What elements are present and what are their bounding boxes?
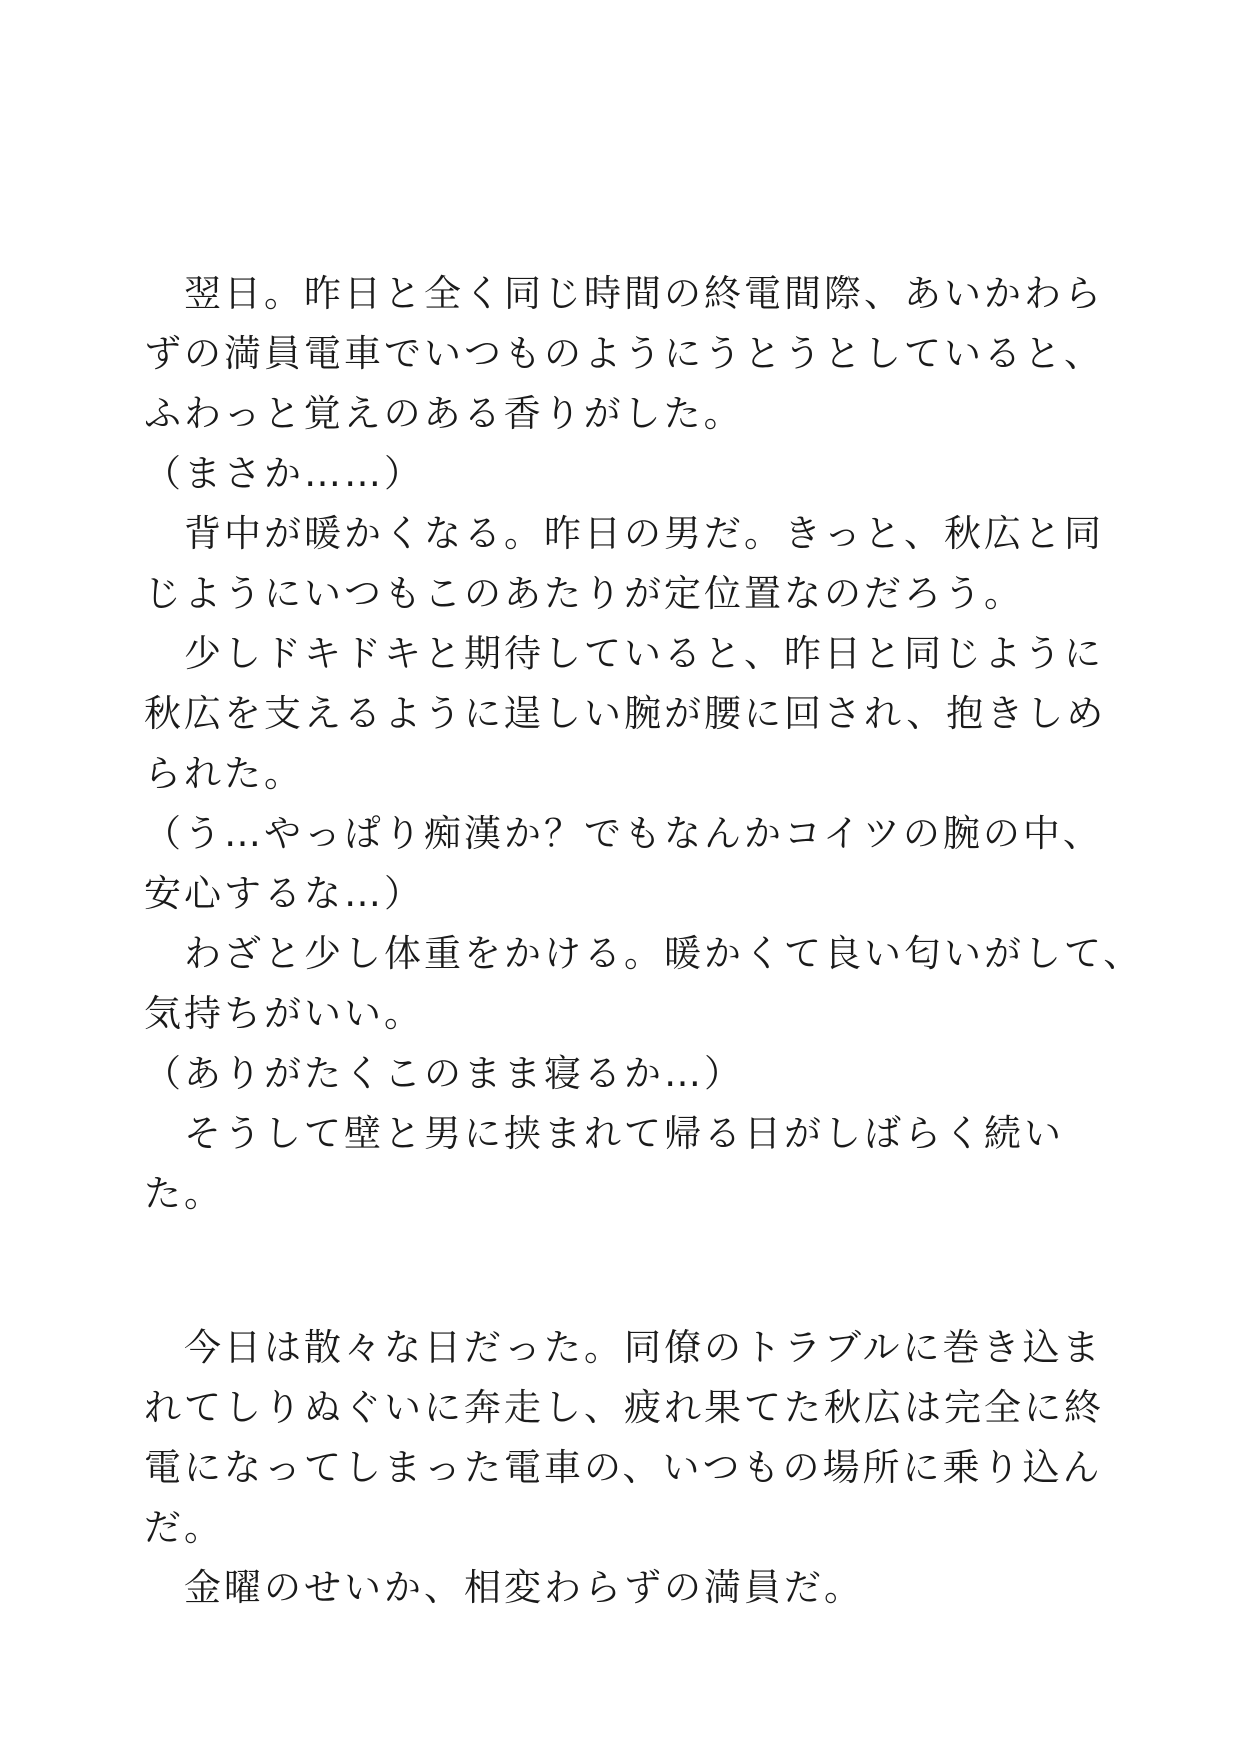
text-line: わざと少し体重をかける。暖かくて良い匂いがして、 — [144, 932, 1144, 975]
text-line: 少しドキドキと期待していると、昨日と同じように — [144, 632, 1104, 675]
text-line: れてしりぬぐいに奔走し、疲れ果てた秋広は完全に終 — [144, 1386, 1104, 1429]
text-line: 電になってしまった電車の、いつもの場所に乗り込ん — [144, 1446, 1103, 1489]
text-line: 安心するな…） — [144, 872, 424, 915]
text-line: ふわっと覚えのある香りがした。 — [144, 392, 744, 435]
text-line: られた。 — [144, 752, 304, 795]
text-line: ずの満員電車でいつものようにうとうとしていると、 — [144, 332, 1104, 375]
text-line: 今日は散々な日だった。同僚のトラブルに巻き込ま — [144, 1326, 1103, 1369]
text-section-2 — [144, 1318, 1104, 1618]
text-line: 背中が暖かくなる。昨日の男だ。きっと、秋広と同 — [144, 512, 1104, 555]
text-line: （ありがたくこのまま寝るか…） — [144, 1052, 744, 1095]
text-line: 気持ちがいい。 — [144, 992, 424, 1035]
text-line: た。 — [144, 1172, 224, 1215]
text-line: （まさか……） — [144, 452, 424, 495]
text-line: （う…やっぱり痴漢か？でもなんかコイツの腕の中、 — [144, 812, 1103, 855]
text-section-1 — [144, 264, 1144, 1224]
text-line: じようにいつもこのあたりが定位置なのだろう。 — [144, 572, 1024, 615]
text-line: 翌日。昨日と全く同じ時間の終電間際、あいかわら — [144, 272, 1104, 315]
text-line: 金曜のせいか、相変わらずの満員だ。 — [144, 1566, 864, 1609]
text-line: 秋広を支えるように逞しい腕が腰に回され、抱きしめ — [144, 692, 1107, 735]
text-line: そうして壁と男に挟まれて帰る日がしばらく続い — [144, 1112, 1064, 1155]
text-line: だ。 — [144, 1506, 224, 1549]
